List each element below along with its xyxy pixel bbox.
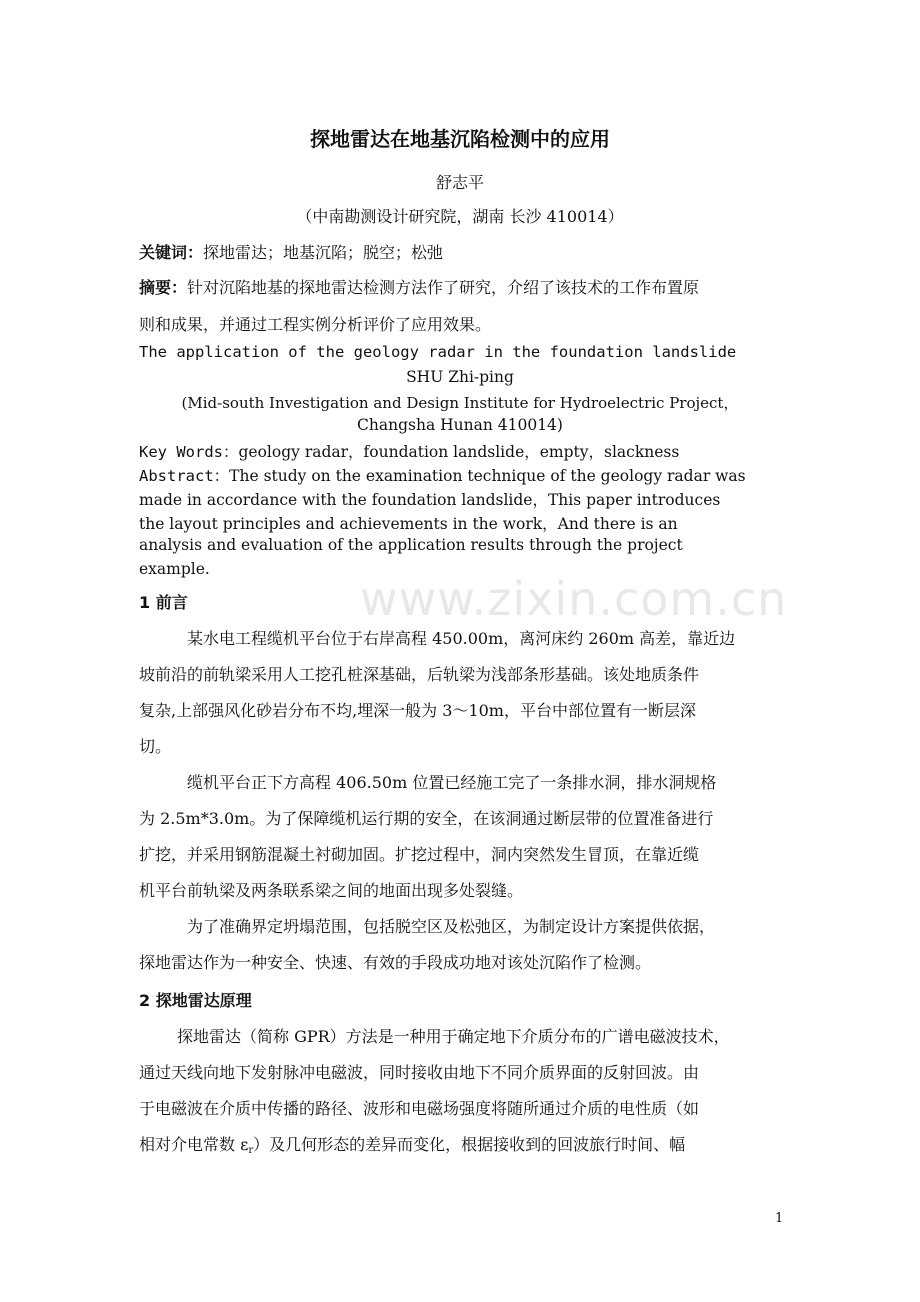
english-title: The application of the geology radar in the foundation landslide [139, 343, 737, 361]
english-keywords-text: geology radar，foundation landslide，empty，slackness [238, 443, 680, 461]
english-abstract-line: made in accordance with the foundation landslide，This paper introduces [139, 491, 721, 509]
english-abstract-line: analysis and evaluation of the application results through the project [139, 536, 683, 554]
section-heading: 2 探地雷达原理 [139, 991, 252, 1010]
paragraph-line: 复杂,上部强风化砂岩分布不均,埋深一般为 3～10m，平台中部位置有一断层深 [139, 701, 696, 720]
keywords-cn-text: 探地雷达；地基沉陷；脱空；松弛 [203, 243, 444, 262]
english-author: SHU Zhi-ping [406, 368, 514, 386]
paragraph-line: 通过天线向地下发射脉冲电磁波，同时接收由地下不同介质界面的反射回波。由 [139, 1063, 700, 1082]
paragraph-line: 于电磁波在介质中传播的路径、波形和电磁场强度将随所通过介质的电性质（如 [139, 1099, 700, 1118]
english-abstract-line: example. [139, 560, 210, 578]
english-keywords-label: Key Words： [139, 443, 239, 461]
english-affiliation: (Mid-south Investigation and Design Institute for Hydroelectric Project， [181, 394, 739, 412]
abstract-cn-label: 摘要： [139, 278, 188, 297]
keywords-cn [139, 240, 443, 263]
paragraph-line [139, 1132, 685, 1156]
watermark: www.zixin.com.cn [360, 572, 788, 626]
affiliation: （中南勘测设计研究院，湖南 长沙 410014） [296, 207, 624, 226]
paragraph-text: ）及几何形态的差异而变化，根据接收到的回波旅行时间、幅 [253, 1135, 686, 1154]
paragraph-line: 机平台前轨梁及两条联系梁之间的地面出现多处裂缝。 [139, 881, 524, 900]
english-abstract-line: the layout principles and achievements in the work，And there is an [139, 515, 678, 533]
english-abstract-line: The study on the examination technique of the geology radar was [229, 467, 746, 485]
abstract-cn-line: 针对沉陷地基的探地雷达检测方法作了研究，介绍了该技术的工作布置原 [187, 278, 700, 297]
paragraph-line: 切。 [139, 737, 172, 756]
abstract-cn-line: 则和成果，并通过工程实例分析评价了应用效果。 [139, 315, 492, 334]
keywords-cn-label: 关键词： [139, 243, 204, 262]
paragraph-line: 坡前沿的前轨梁采用人工挖孔桩深基础，后轨梁为浅部条形基础。该处地质条件 [139, 665, 700, 684]
english-keywords [139, 440, 679, 462]
subscript: r [248, 1145, 254, 1156]
author-name: 舒志平 [435, 173, 484, 192]
section-heading: 1 前言 [139, 593, 188, 612]
paragraph-line: 探地雷达（简称 GPR）方法是一种用于确定地下介质分布的广谱电磁波技术， [177, 1027, 730, 1046]
english-abstract-label: Abstract： [139, 467, 230, 485]
english-affiliation: Changsha Hunan 410014) [357, 416, 563, 434]
paragraph-text: 相对介电常数 ε [139, 1135, 249, 1154]
abstract-cn [139, 275, 699, 298]
paragraph-line: 某水电工程缆机平台位于右岸高程 450.00m，离河床约 260m 高差，靠近边 [187, 629, 736, 648]
paragraph-line: 探地雷达作为一种安全、快速、有效的手段成功地对该处沉陷作了检测。 [139, 953, 652, 972]
english-abstract [139, 464, 746, 486]
paragraph-line: 为了准确界定坍塌范围，包括脱空区及松弛区，为制定设计方案提供依据， [187, 917, 716, 936]
paragraph-line: 为 2.5m*3.0m。为了保障缆机运行期的安全，在该洞通过断层带的位置准备进行 [139, 809, 714, 828]
paragraph-line: 缆机平台正下方高程 406.50m 位置已经施工完了一条排水洞，排水洞规格 [187, 773, 717, 792]
page-number: 1 [775, 1211, 784, 1226]
paragraph-line: 扩挖，并采用钢筋混凝土衬砌加固。扩挖过程中，洞内突然发生冒顶，在靠近缆 [139, 845, 700, 864]
paper-title: 探地雷达在地基沉陷检测中的应用 [310, 127, 610, 151]
